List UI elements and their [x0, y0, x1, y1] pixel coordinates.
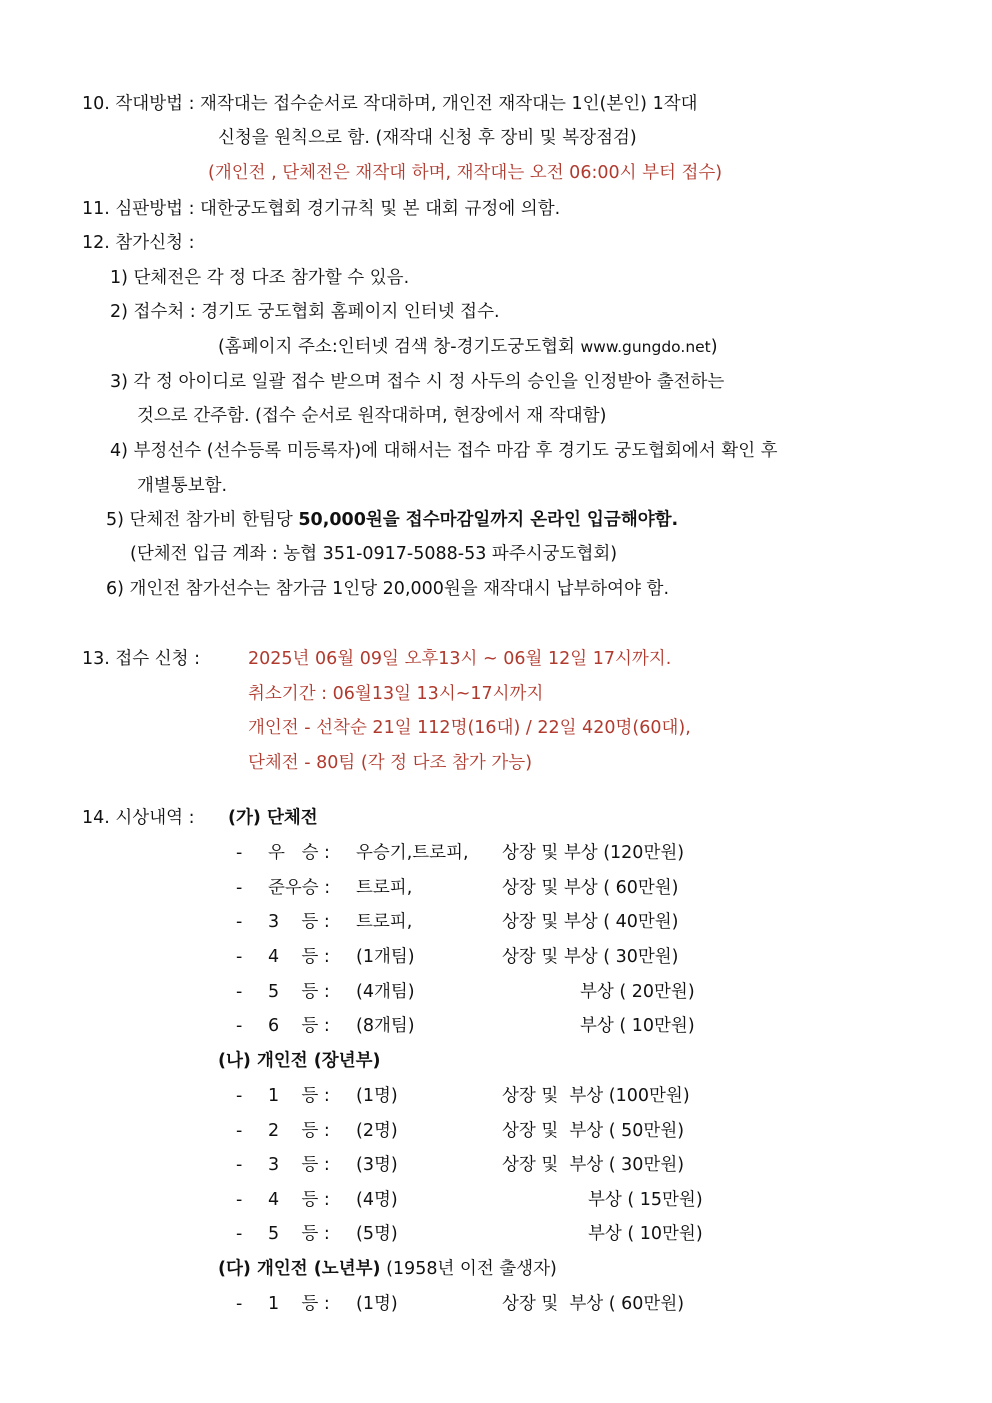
s12-item2-url: www.gungdo.net — [580, 338, 711, 356]
s12-item2: 2) 접수처 : 경기도 궁도협회 홈페이지 인터넷 접수. — [110, 302, 500, 322]
row-detail: 트로피, — [356, 878, 413, 898]
s14-na-title: (나) 개인전 (장년부) — [218, 1051, 381, 1071]
s12-item5a-pre: 5) 단체전 참가비 한팀당 — [106, 510, 299, 530]
row-prize: 부상 ( 20만원) — [580, 982, 695, 1002]
row-dash: - — [236, 912, 243, 932]
s12-item4b: 개별통보함. — [137, 476, 228, 496]
row-rank: 5 등 : — [268, 982, 330, 1002]
row-dash: - — [236, 1121, 243, 1141]
s13-label: 13. 접수 신청 : — [82, 649, 201, 669]
row-prize: 상장 및 부상 (120만원) — [502, 843, 685, 863]
row-rank: 6 등 : — [268, 1016, 330, 1036]
row-detail: (5명) — [356, 1224, 398, 1244]
s12-item2-url-line — [218, 335, 718, 359]
row-rank: 4 등 : — [268, 947, 330, 967]
row-prize: 상장 및 부상 ( 30만원) — [502, 947, 679, 967]
s14-da-title-line — [218, 1257, 557, 1281]
row-prize: 상장 및 부상 ( 50만원) — [502, 1121, 685, 1141]
s12-item6: 6) 개인전 참가선수는 참가금 1인당 20,000원을 재작대시 납부하여야 함. — [106, 579, 670, 599]
row-dash: - — [236, 1155, 243, 1175]
s10-line1: 10. 작대방법 : 재작대는 접수순서로 작대하며, 개인전 재작대는 1인(본인) 1작대 — [82, 94, 698, 114]
row-prize: 상장 및 부상 ( 60만원) — [502, 1294, 685, 1314]
row-detail: (1명) — [356, 1294, 398, 1314]
row-rank: 3 등 : — [268, 1155, 330, 1175]
s14-label: 14. 시상내역 : — [82, 808, 195, 828]
s12-item4a: 4) 부정선수 (선수등록 미등록자)에 대해서는 접수 마감 후 경기도 궁도협회에서 확인 후 — [110, 441, 778, 461]
s14-da-title: (다) 개인전 (노년부) — [218, 1259, 381, 1279]
row-rank: 우 승 : — [268, 843, 330, 863]
row-dash: - — [236, 1190, 243, 1210]
s13-line4: 단체전 - 80팀 (각 정 다조 참가 가능) — [248, 753, 533, 773]
row-rank: 1 등 : — [268, 1294, 330, 1314]
row-dash: - — [236, 947, 243, 967]
s12-item5a — [106, 508, 678, 532]
s12-item3b: 것으로 간주함. (접수 순서로 원작대하며, 현장에서 재 작대함) — [137, 406, 607, 426]
row-dash: - — [236, 1086, 243, 1106]
row-prize: 상장 및 부상 (100만원) — [502, 1086, 690, 1106]
row-dash: - — [236, 1016, 243, 1036]
row-prize: 상장 및 부상 ( 40만원) — [502, 912, 679, 932]
row-dash: - — [236, 1294, 243, 1314]
row-dash: - — [236, 878, 243, 898]
row-prize: 부상 ( 15만원) — [588, 1190, 703, 1210]
s12-item1: 1) 단체전은 각 정 다조 참가할 수 있음. — [110, 268, 410, 288]
s13-line1: 2025년 06월 09일 오후13시 ~ 06월 12일 17시까지. — [248, 649, 672, 669]
row-detail: 트로피, — [356, 912, 413, 932]
row-detail: (8개팀) — [356, 1016, 415, 1036]
row-detail: (1명) — [356, 1086, 398, 1106]
row-rank: 2 등 : — [268, 1121, 330, 1141]
row-detail: 우승기,트로피, — [356, 843, 469, 863]
row-rank: 3 등 : — [268, 912, 330, 932]
row-rank: 4 등 : — [268, 1190, 330, 1210]
s10-line3: (개인전 , 단체전은 재작대 하며, 재작대는 오전 06:00시 부터 접수) — [208, 163, 723, 183]
row-prize: 상장 및 부상 ( 30만원) — [502, 1155, 685, 1175]
row-dash: - — [236, 843, 243, 863]
s11-line1: 11. 심판방법 : 대한궁도협회 경기규칙 및 본 대회 규정에 의함. — [82, 199, 561, 219]
s14-ga-title: (가) 단체전 — [228, 808, 318, 828]
row-detail: (2명) — [356, 1121, 398, 1141]
row-prize: 상장 및 부상 ( 60만원) — [502, 878, 679, 898]
s12-item2-url-pre: (홈페이지 주소:인터넷 검색 창-경기도궁도협회 — [218, 337, 581, 357]
row-detail: (4개팀) — [356, 982, 415, 1002]
s12-item5b: (단체전 입금 계좌 : 농협 351-0917-5088-53 파주시궁도협회) — [130, 544, 618, 564]
s12-item5a-bold: 50,000원을 접수마감일까지 온라인 입금해야함. — [298, 510, 679, 530]
row-dash: - — [236, 982, 243, 1002]
row-prize: 부상 ( 10만원) — [588, 1224, 703, 1244]
s12-item2-url-post: ) — [710, 337, 718, 357]
row-dash: - — [236, 1224, 243, 1244]
s13-line2: 취소기간 : 06월13일 13시~17시까지 — [248, 684, 544, 704]
s12-title: 12. 참가신청 : — [82, 233, 195, 253]
s13-line3: 개인전 - 선착순 21일 112명(16대) / 22일 420명(60대), — [248, 718, 691, 738]
s12-item3a: 3) 각 정 아이디로 일괄 접수 받으며 접수 시 정 사두의 승인을 인정받아 출전하는 — [110, 372, 725, 392]
row-detail: (1개팀) — [356, 947, 415, 967]
row-rank: 1 등 : — [268, 1086, 330, 1106]
s14-da-note: (1958년 이전 출생자) — [386, 1259, 557, 1279]
row-detail: (3명) — [356, 1155, 398, 1175]
row-detail: (4명) — [356, 1190, 398, 1210]
s10-line2: 신청을 원칙으로 함. (재작대 신청 후 장비 및 복장점검) — [218, 128, 637, 148]
row-prize: 부상 ( 10만원) — [580, 1016, 695, 1036]
row-rank: 5 등 : — [268, 1224, 330, 1244]
row-rank: 준우승 : — [268, 878, 331, 898]
